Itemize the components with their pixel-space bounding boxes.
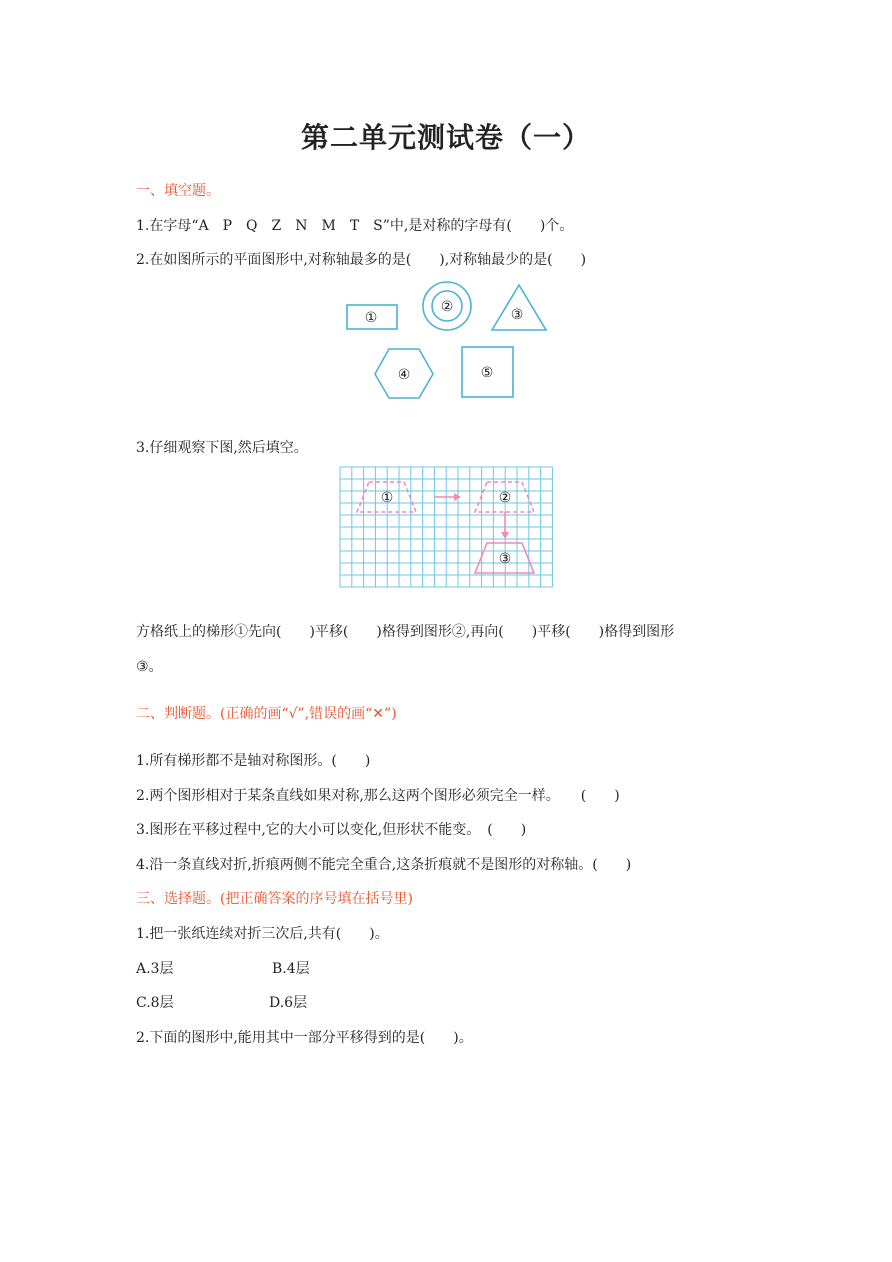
question-1-3: 3.仔细观察下图,然后填空。 — [136, 440, 308, 456]
shape-label-4: ④ — [397, 367, 411, 383]
question-1-2: 2.在如图所示的平面图形中,对称轴最多的是( ),对称轴最少的是( ) — [136, 252, 587, 268]
judge-item-1: 1.所有梯形都不是轴对称图形。( ) — [136, 753, 371, 769]
option-b: B.4层 — [272, 961, 310, 977]
figure-label-2: ② — [498, 490, 512, 506]
option-d: D.6层 — [269, 995, 308, 1011]
judge-item-2: 2.两个图形相对于某条直线如果对称,那么这两个图形必须完全一样。 ( ) — [136, 788, 620, 804]
question-1-3-text: 方格纸上的梯形①先向( )平移( )格得到图形②,再向( )平移( )格得到图形 — [136, 624, 675, 640]
figure-label-1: ① — [380, 490, 394, 506]
shape-label-3: ③ — [510, 307, 524, 323]
section3-heading: 三、选择题。(把正确答案的序号填在括号里) — [136, 891, 413, 907]
judge-item-3: 3.图形在平移过程中,它的大小可以变化,但形状不能变。 ( ) — [136, 822, 527, 838]
shape-label-2: ② — [440, 299, 454, 315]
figure-label-3: ③ — [498, 551, 512, 567]
question-1-3-text-cont: ③。 — [136, 659, 163, 675]
choice-question-1: 1.把一张纸连续对折三次后,共有( )。 — [136, 926, 389, 942]
option-a: A.3层 — [136, 961, 174, 977]
shapes-figure — [0, 0, 892, 420]
judge-item-4: 4.沿一条直线对折,折痕两侧不能完全重合,这条折痕就不是图形的对称轴。( ) — [136, 857, 632, 873]
shape-label-1: ① — [364, 310, 378, 326]
page-title: 第二单元测试卷（一） — [300, 121, 591, 154]
choice-question-2: 2.下面的图形中,能用其中一部分平移得到的是( )。 — [136, 1030, 473, 1046]
grid-figure — [340, 467, 554, 591]
question-1-1: 1.在字母“A P Q Z N M T S”中,是对称的字母有( )个。 — [136, 218, 574, 234]
arrow-down-head — [501, 532, 509, 539]
shape-label-5: ⑤ — [480, 365, 494, 381]
section1-heading: 一、填空题。 — [136, 183, 220, 199]
section2-heading: 二、判断题。(正确的画“√”,错误的画“✕”) — [136, 706, 397, 722]
option-c: C.8层 — [136, 995, 174, 1011]
